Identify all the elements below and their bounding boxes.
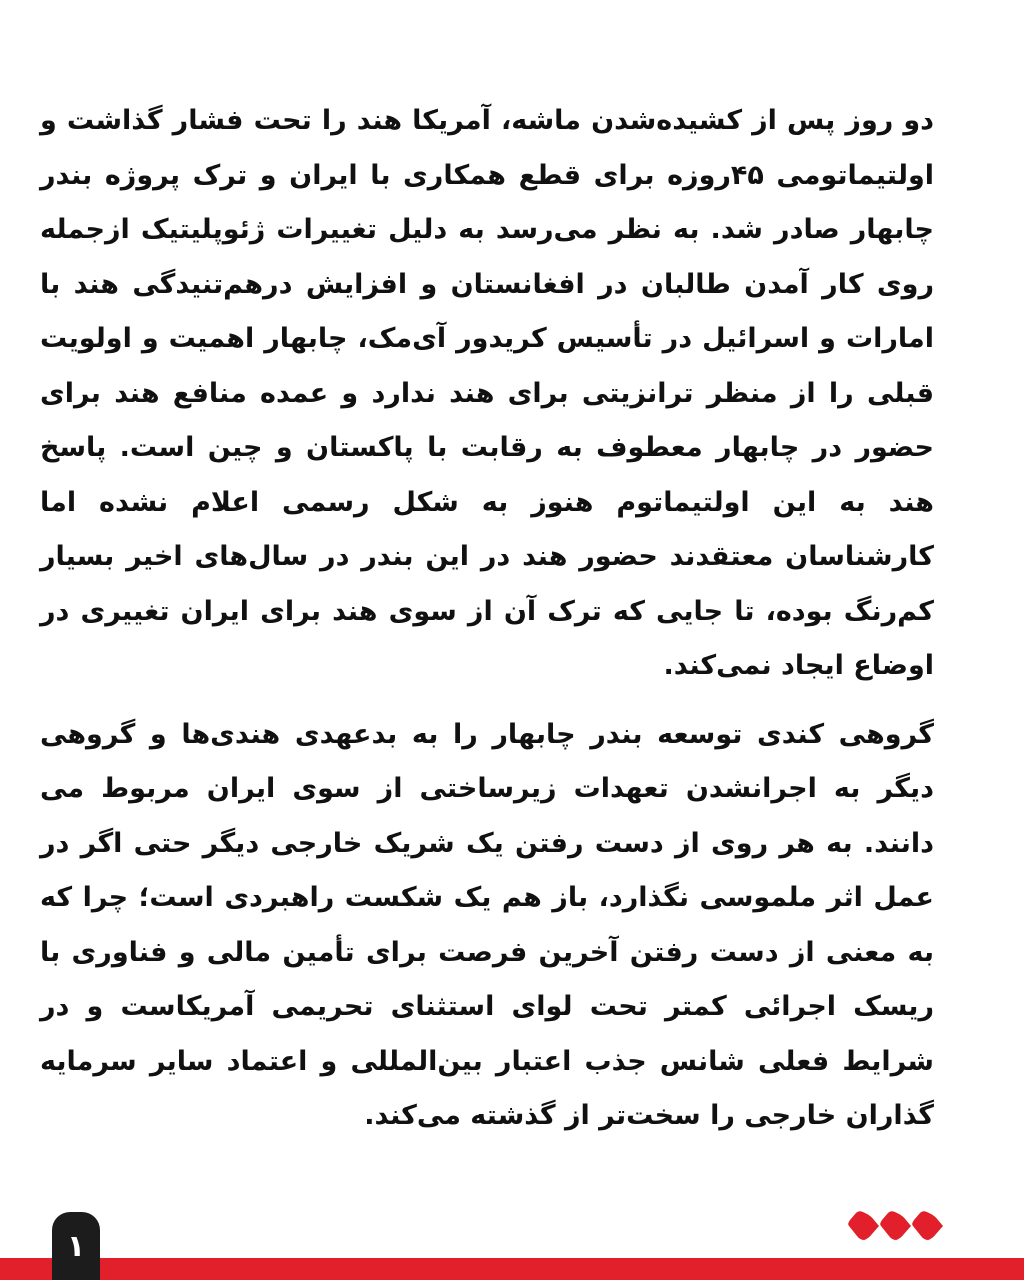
three-rhombus-logo-icon — [848, 1208, 944, 1244]
logo-rhombus-3 — [912, 1211, 943, 1240]
footer-red-bar — [0, 1258, 1024, 1280]
article-paragraph-2: گروهی کندی توسعه بندر چابهار را به بدعهدی هندی‌ها و گروهی دیگر به اجرانشدن تعهدات زیرساختی از سوی ایران مربوط می دانند. به هر روی از دست رفتن یک شریک خارجی دیگر حتی اگر در عمل اثر ملموسی نگذارد، باز هم یک شکست راهبردی است؛ چرا که به معنی از دست رفتن آخرین فرصت برای تأمین مالی و فناوری با ریسک اجرائی کمتر تحت لوای استثنای تحریمی آمریکاست و در شرایط فعلی شانس جذب اعتبار بین‌المللی و اعتماد سایر سرمایه گذاران خارجی را سخت‌تر از گذشته می‌کند. — [40, 718, 934, 1131]
article-body — [40, 94, 934, 1144]
logo-rhombus-1 — [848, 1211, 879, 1240]
logo-rhombus-2 — [880, 1211, 911, 1240]
page-number-tab — [52, 1212, 100, 1280]
article-paragraph-1: دو روز پس از کشیده‌شدن ماشه، آمریکا هند را تحت فشار گذاشت و اولتیماتومی ۴۵روزه برای قطع همکاری با ایران و ترک پروژه بندر چابهار صادر شد. به نظر می‌رسد به دلیل تغییرات ژئوپلیتیک ازجمله روی کار آمدن طالبان در افغانستان و افزایش درهم‌تنیدگی هند با امارات و اسرائیل در تأسیس کریدور آی‌مک، چابهار اهمیت و اولویت قبلی را از منظر ترانزیتی برای هند ندارد و عمده منافع هند برای حضور در چابهار معطوف به رقابت با پاکستان و چین است. پاسخ هند به این اولتیماتوم هنوز به شکل رسمی اعلام نشده اما کارشناسان معتقدند حضور هند در این بندر در سال‌های اخیر بسیار کم‌رنگ بوده، تا جایی که ترک آن از سوی هند برای ایران تغییری در اوضاع ایجاد نمی‌کند. — [40, 105, 934, 681]
page-number: ۱ — [66, 1228, 86, 1264]
